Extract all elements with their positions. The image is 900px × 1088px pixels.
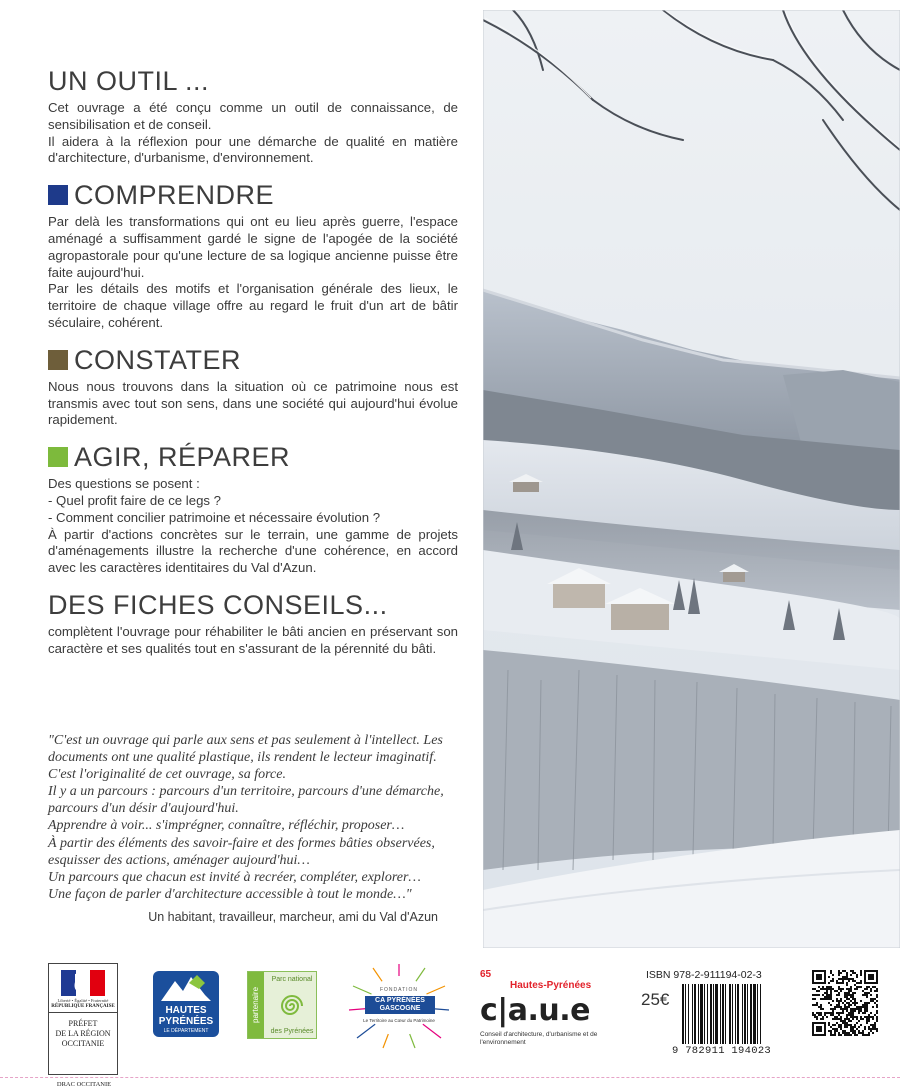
fondation-label: FONDATION	[379, 987, 419, 993]
hp-line: LE DÉPARTEMENT	[163, 1028, 209, 1034]
text-line: - Comment concilier patrimoine et nécessaire évolution ?	[48, 509, 381, 525]
caue-brand: c|a.u.e	[480, 993, 590, 1028]
hp-line: HAUTES	[165, 1005, 207, 1016]
text-line: À partir d'actions concrètes sur le terrain, une gamme de projets d'aménagements illustre la recherche d'une cohérence, en accord avec les caractères identitaires du Val d'Azun.	[48, 526, 458, 576]
footer-logos	[0, 955, 900, 1088]
motto-text: Liberté • Égalité • Fraternité	[57, 998, 109, 1003]
text-line: Par les détails des motifs et l'organisation générale des lieux, le territoire de chaque village offre au regard le fruit d'un art de bâtir séculaire, cohérent.	[48, 281, 458, 330]
section-title-agir: AGIR, RÉPARER	[74, 442, 291, 473]
prefet-line: OCCITANIE	[61, 1039, 105, 1048]
text-line: Nous nous trouvons dans la situation où ce patrimoine nous est transmis avec tout son sens, dans une société qui aujourd'hui évolue rapidement.	[48, 378, 458, 428]
section-heading-agir	[48, 442, 458, 472]
text-column	[48, 66, 458, 671]
qr-code-icon	[812, 970, 878, 1036]
prefet-text	[49, 1019, 117, 1049]
logo-parc-national	[247, 971, 317, 1039]
text-line: Il aidera à la réflexion pour une démarche de qualité en matière d'architecture, d'urbanisme, d'environnement.	[48, 133, 458, 166]
logo-prefet-occitanie	[48, 963, 118, 1088]
quote-attribution: Un habitant, travailleur, marcheur, ami du Val d'Azun	[148, 909, 438, 924]
caue-number: 65	[480, 969, 492, 980]
section-constater	[48, 345, 458, 429]
parc-bottom-text: des Pyrénées	[270, 1028, 314, 1035]
landscape-illustration	[483, 10, 900, 948]
partenaire-text: partenaire	[248, 972, 264, 1038]
barcode-digits: 9 782911 194023	[672, 1045, 772, 1057]
section-heading-comprendre	[48, 180, 458, 210]
prefet-line: DE LA RÉGION	[55, 1029, 111, 1038]
logo-hautes-pyrenees	[153, 971, 219, 1037]
quote-line: À partir des éléments des savoir-faire et des formes bâties observées, esquisser des actions, aménager aujourd'hui…	[48, 835, 435, 868]
isbn-label: ISBN 978-2-911194-02-3	[646, 969, 762, 981]
section-outil	[48, 66, 458, 167]
brown-square-icon	[48, 350, 68, 370]
text-line: Cet ouvrage a été conçu comme un outil de connaissance, de sensibilisation et de conseil.	[48, 100, 458, 132]
marianne-flag-icon	[61, 970, 105, 996]
text-line: - Quel profit faire de ce legs ?	[48, 492, 221, 508]
drac-text: DRAC OCCITANIE	[56, 1081, 112, 1088]
text-line: Des questions se posent :	[48, 476, 200, 492]
section-title-constater: CONSTATER	[74, 344, 242, 375]
quote-line: Apprendre à voir... s'imprégner, connaître, réfléchir, proposer…	[48, 818, 405, 834]
section-fiches	[48, 590, 458, 658]
section-body-outil	[48, 100, 458, 167]
quote-line: Il y a un parcours : parcours d'un territoire, parcours d'une démarche, parcours d'un désir d'aujourd'hui.	[48, 784, 444, 817]
prefet-line: PRÉFET	[68, 1019, 98, 1028]
hp-line: PYRÉNÉES	[158, 1016, 214, 1027]
page-trim-line	[0, 1077, 900, 1078]
quote-line: Une façon de parler d'architecture accessible à tout le monde…"	[48, 886, 412, 902]
price-label: 25€	[641, 990, 670, 1009]
spiral-icon	[275, 989, 309, 1023]
logo-fondation	[345, 960, 453, 1052]
caue-department: Hautes-Pyrénées	[510, 980, 592, 991]
section-comprendre	[48, 180, 458, 332]
section-title-fiches: DES FICHES CONSEILS...	[48, 589, 388, 620]
quote-line: Un parcours que chacun est invité à recréer, compléter, explorer…	[48, 869, 421, 885]
green-square-icon	[48, 447, 68, 467]
mountain-icon	[153, 971, 219, 1005]
barcode-icon	[681, 984, 799, 1044]
section-body-agir	[48, 476, 458, 577]
text-line: complètent l'ouvrage pour réhabiliter le bâti ancien en préservant son caractère et ses qualités tout en s'assurant de la pérennité du bâti.	[48, 623, 458, 656]
snowy-landscape-photo	[483, 10, 900, 948]
section-body-constater	[48, 379, 458, 429]
section-title-comprendre: COMPRENDRE	[74, 180, 275, 211]
section-heading-constater	[48, 345, 458, 375]
fondation-tagline: Le Territoire au Cœur du Patrimoine	[363, 1018, 435, 1023]
section-body-comprendre	[48, 214, 458, 332]
section-agir	[48, 442, 458, 577]
text-line: Par delà les transformations qui ont eu lieu après guerre, l'espace aménagé a suffisamment gardé le signe de l'apogée de la société agropastorale pour qu'une lecture de sa logique ancienne puisse être faite aujourd'hui.	[48, 214, 458, 280]
caue-subtitle: Conseil d'architecture, d'urbanisme et de l'environnement	[480, 1031, 598, 1046]
blue-square-icon	[48, 185, 68, 205]
section-body-fiches	[48, 624, 458, 658]
section-title-outil: UN OUTIL ...	[48, 66, 210, 96]
fondation-name: CA PYRÉNÉES GASCOGNE	[365, 996, 435, 1014]
republique-text: RÉPUBLIQUE FRANÇAISE	[49, 1004, 117, 1013]
testimonial-quote	[48, 732, 458, 926]
parc-top-text: Parc national	[271, 976, 313, 983]
quote-line: "C'est un ouvrage qui parle aux sens et pas seulement à l'intellect. Les documents ont une qualité plastique, ils rendent le lecteur imaginatif. C'est l'originalité de cet ouvrage, sa force.	[48, 733, 443, 783]
